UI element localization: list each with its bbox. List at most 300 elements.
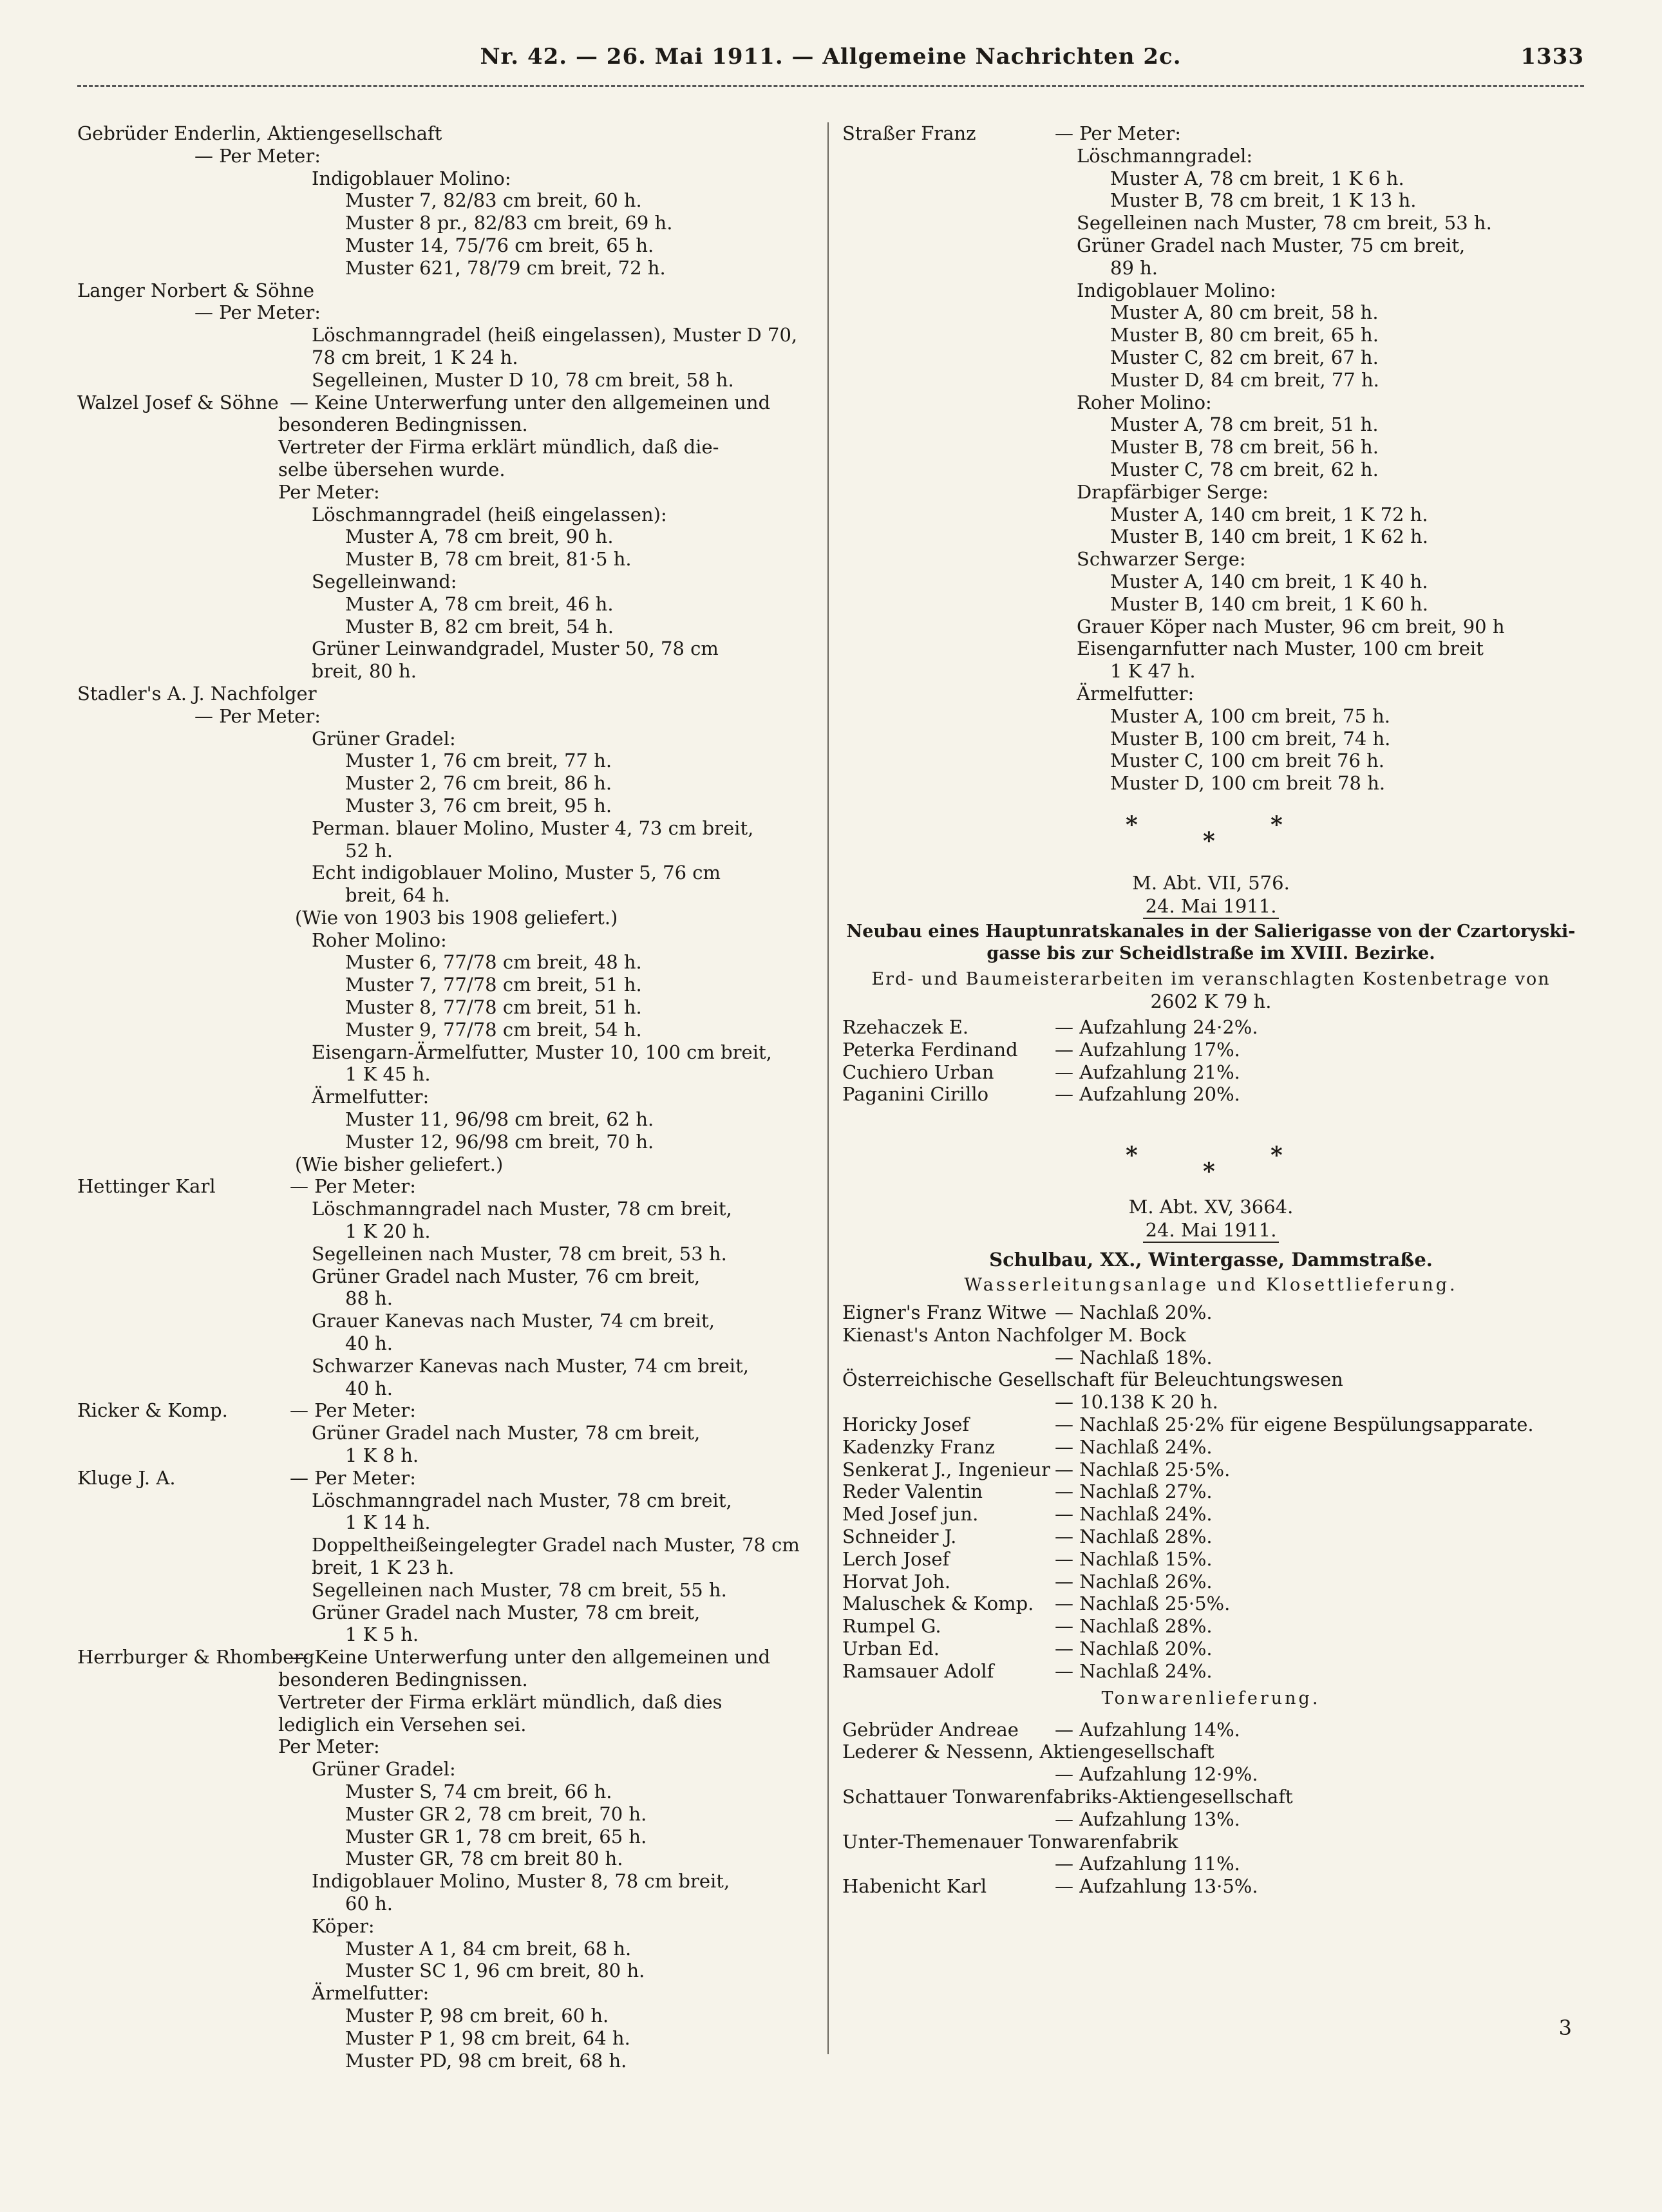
line-text: Muster A, 140 cm breit, 1 K 72 h. [1110, 503, 1428, 525]
entry-detail-line [77, 728, 815, 750]
entry-detail-line [77, 817, 815, 840]
line-text: Gebrüder Enderlin, Aktiengesellschaft [77, 122, 442, 144]
left-column [77, 122, 815, 2072]
line-text: Eisengarnfutter nach Muster, 100 cm breit [1077, 638, 1484, 660]
bid-entry [842, 1719, 1580, 1741]
line-text: 52 h. [345, 839, 393, 862]
bidder-name: Rumpel G. [842, 1615, 941, 1638]
section-date: 24. Mai 1911. [1143, 895, 1280, 919]
line-text: Roher Molino: [312, 929, 447, 951]
right-column [842, 122, 1580, 1898]
line-text: Perman. blauer Molino, Muster 4, 73 cm breit, [312, 817, 754, 839]
section-subtitle: Wasserleitungsanlage und Klosettlieferung. [964, 1275, 1458, 1296]
line-text: Muster PD, 98 cm breit, 68 h. [345, 2049, 627, 2072]
line-text: Stadler's A. J. Nachfolger [77, 682, 317, 704]
line-text: Muster 11, 96/98 cm breit, 62 h. [345, 1108, 654, 1131]
section-separator: * * * [1126, 1142, 1283, 1186]
entry-detail-line [77, 1623, 815, 1646]
entry-detail-line [77, 1265, 815, 1288]
section-title-line2: gasse bis zur Scheidlstraße im XVIII. Bezirke. [987, 943, 1435, 963]
bid-value: — Nachlaß 18%. [1055, 1346, 1213, 1368]
bid-list [842, 1301, 1580, 1683]
entry-detail-line [77, 660, 815, 683]
entry-detail-line [77, 1422, 815, 1444]
line-text: Muster D, 84 cm breit, 77 h. [1110, 368, 1379, 391]
line-text: breit, 64 h. [345, 884, 450, 907]
section-subtitle-line1: Erd- und Baumeisterarbeiten im veranschlagten Kostenbetrage von [871, 969, 1551, 989]
line-text: Herrburger & Rhomberg [77, 1646, 315, 1668]
entry-detail-line [77, 1870, 815, 1893]
entry-detail-line [77, 1243, 815, 1265]
line-text: Muster A, 78 cm breit, 51 h. [1110, 413, 1379, 436]
line-text-right: — Per Meter: [290, 1175, 416, 1198]
line-text: Muster A 1, 84 cm breit, 68 h. [345, 1937, 632, 1960]
line-text: Segelleinen nach Muster, 78 cm breit, 55 h. [312, 1578, 727, 1601]
line-text: Muster B, 82 cm breit, 54 h. [345, 615, 614, 638]
entry-detail-line [77, 1668, 815, 1691]
entry-name-line [77, 1646, 815, 1668]
entry-detail-line [77, 189, 815, 212]
bid-entry [842, 1615, 1580, 1638]
entry-detail-line [77, 1893, 815, 1915]
line-text: lediglich ein Versehen sei. [278, 1713, 527, 1735]
entry-detail-line [842, 458, 1580, 481]
line-text: Indigoblauer Molino, Muster 8, 78 cm breit, [312, 1870, 730, 1893]
entry-detail-line [77, 2050, 815, 2072]
bid-value: — Nachlaß 27%. [1055, 1480, 1213, 1503]
line-text: Grüner Gradel nach Muster, 78 cm breit, [312, 1422, 701, 1444]
entry-detail-line [77, 301, 815, 324]
bid-entry [842, 1368, 1580, 1391]
line-text-right: — Per Meter: [290, 1466, 416, 1489]
line-text: Segelleinen, Muster D 10, 78 cm breit, 58 h. [312, 368, 734, 391]
entry-detail-line [77, 840, 815, 862]
line-text: Köper: [312, 1914, 375, 1937]
bid-entry [842, 1301, 1580, 1324]
entry-detail-line [77, 1579, 815, 1602]
line-text: Löschmanngradel: [1077, 144, 1253, 167]
line-text: Indigoblauer Molino: [1077, 279, 1276, 301]
line-text: Muster GR, 78 cm breit 80 h. [345, 1848, 623, 1870]
line-text: breit, 1 K 23 h. [312, 1556, 455, 1578]
line-text: Eisengarn-Ärmelfutter, Muster 10, 100 cm breit, [312, 1041, 772, 1063]
entry-name-line [842, 122, 1580, 145]
section-ref: M. Abt. VII, 576. [1132, 871, 1290, 894]
line-text: Grüner Leinwandgradel, Muster 50, 78 cm [312, 638, 719, 660]
line-text: Muster A, 78 cm breit, 1 K 6 h. [1110, 167, 1404, 189]
line-text: Schwarzer Serge: [1077, 548, 1246, 571]
line-text: 40 h. [345, 1377, 393, 1399]
line-text-right: — Per Meter: [290, 1399, 416, 1422]
section-date: 24. Mai 1911. [1143, 1219, 1280, 1243]
entry-detail-line [842, 189, 1580, 212]
entry-detail-line [77, 1735, 815, 1758]
entry-detail-line [77, 1108, 815, 1131]
section-title-line1: Neubau eines Hauptunratskanales in der Salierigasse von der Czartoryski- [846, 921, 1576, 941]
bid-entry [842, 1016, 1580, 1039]
bid-entry [842, 1503, 1580, 1526]
line-text: Muster A, 140 cm breit, 1 K 40 h. [1110, 570, 1428, 592]
section-subtitle-b: Tonwarenlieferung. [1101, 1688, 1321, 1708]
line-text: Löschmanngradel nach Muster, 78 cm breit, [312, 1198, 732, 1220]
bid-value: — Aufzahlung 17%. [1055, 1038, 1240, 1061]
bid-value: — Nachlaß 24%. [1055, 1503, 1213, 1526]
entry-detail-line [77, 1310, 815, 1332]
bid-entry [842, 1763, 1580, 1786]
entry-detail-line [77, 1063, 815, 1086]
entry-detail-line [842, 571, 1580, 593]
line-text: Grüner Gradel nach Muster, 78 cm breit, [312, 1601, 701, 1623]
bidder-name: Eigner's Franz Witwe [842, 1301, 1047, 1324]
line-text: Muster 8, 77/78 cm breit, 51 h. [345, 996, 642, 1019]
line-text: besonderen Bedingnissen. [278, 413, 528, 436]
line-text: Per Meter: [278, 1735, 380, 1758]
line-text: 1 K 8 h. [345, 1444, 419, 1467]
line-text: Straßer Franz [842, 122, 976, 144]
entry-detail-line [77, 1982, 815, 2005]
line-text: Muster A, 100 cm breit, 75 h. [1110, 704, 1391, 727]
bid-value: — Aufzahlung 13%. [1055, 1808, 1240, 1830]
entry-detail-line [77, 481, 815, 504]
line-text: Muster A, 80 cm breit, 58 h. [1110, 301, 1379, 324]
line-text: Muster 6, 77/78 cm breit, 48 h. [345, 951, 642, 974]
line-text: Echt indigoblauer Molino, Muster 5, 76 cm [312, 862, 721, 884]
entry-detail-line [77, 458, 815, 481]
bidder-name: Paganini Cirillo [842, 1083, 989, 1106]
bid-entry [842, 1548, 1580, 1571]
entry-detail-line [77, 884, 815, 907]
line-text: Muster B, 78 cm breit, 1 K 13 h. [1110, 189, 1417, 212]
bid-value: — Nachlaß 20%. [1055, 1301, 1213, 1324]
bidder-name: Kienast's Anton Nachfolger M. Bock [842, 1323, 1186, 1346]
entry-detail-line [77, 1153, 815, 1176]
entry-detail-line [77, 1803, 815, 1826]
column-divider [827, 122, 829, 2054]
bidder-name: Ramsauer Adolf [842, 1659, 994, 1682]
line-text: 89 h. [1110, 256, 1158, 279]
entry-detail-line [77, 1131, 815, 1153]
bid-value: — Nachlaß 28%. [1055, 1615, 1213, 1638]
bidder-name: Schattauer Tonwarenfabriks-Aktiengesellschaft [842, 1786, 1293, 1808]
line-text: Löschmanngradel nach Muster, 78 cm breit, [312, 1489, 732, 1511]
line-text: Ärmelfutter: [312, 1982, 430, 2005]
line-text: Grauer Köper nach Muster, 96 cm breit, 90 h [1077, 615, 1505, 638]
entry-detail-line [77, 1489, 815, 1512]
entry-detail-line [77, 1198, 815, 1220]
section-ref: M. Abt. XV, 3664. [1128, 1196, 1294, 1218]
entry-detail-line [842, 504, 1580, 526]
bid-entry [842, 1436, 1580, 1459]
entry-detail-line [842, 212, 1580, 234]
entry-detail-line [77, 1960, 815, 1982]
page-header [77, 44, 1584, 82]
entry-detail-line [77, 996, 815, 1019]
bidder-name: Lederer & Nessenn, Aktiengesellschaft [842, 1741, 1214, 1763]
bid-entry [842, 1083, 1580, 1106]
entry-detail-line [77, 413, 815, 436]
entry-detail-line [842, 683, 1580, 705]
entry-detail-line [77, 1041, 815, 1064]
line-text: Muster 14, 75/76 cm breit, 65 h. [345, 234, 654, 256]
entry-detail-line [77, 1714, 815, 1736]
entry-detail-line [842, 548, 1580, 571]
line-text: Grüner Gradel nach Muster, 76 cm breit, [312, 1265, 701, 1287]
line-text: Muster B, 78 cm breit, 56 h. [1110, 436, 1379, 458]
line-text: Muster C, 82 cm breit, 67 h. [1110, 346, 1379, 368]
entry-detail-line [842, 324, 1580, 346]
entry-name-line [77, 122, 815, 145]
line-text: (Wie bisher geliefert.) [295, 1153, 504, 1175]
line-text: Muster 7, 77/78 cm breit, 51 h. [345, 974, 642, 996]
bid-value: — Aufzahlung 13·5%. [1055, 1875, 1258, 1898]
bid-value: — Aufzahlung 20%. [1055, 1083, 1240, 1106]
bidder-name: Schneider J. [842, 1526, 957, 1548]
line-text: Muster A, 78 cm breit, 46 h. [345, 592, 614, 615]
bidder-name: Maluschek & Komp. [842, 1593, 1034, 1615]
line-text: Muster 12, 96/98 cm breit, 70 h. [345, 1130, 654, 1153]
line-text: Muster 621, 78/79 cm breit, 72 h. [345, 256, 666, 279]
bidder-name: Horvat Joh. [842, 1570, 951, 1593]
line-text: 78 cm breit, 1 K 24 h. [312, 346, 518, 368]
entry-detail-line [77, 1556, 815, 1579]
entry-detail-line [77, 1220, 815, 1243]
entry-detail-line [77, 974, 815, 996]
line-text: Löschmanngradel (heiß eingelassen), Muster D 70, [312, 324, 798, 346]
bid-entry [842, 1347, 1580, 1369]
entry-detail-line [842, 481, 1580, 504]
bid-value: — Nachlaß 28%. [1055, 1526, 1213, 1548]
bid-entry [842, 1459, 1580, 1481]
line-text: Segelleinwand: [312, 570, 457, 592]
entry-detail-line [842, 392, 1580, 414]
bid-value: — Nachlaß 26%. [1055, 1570, 1213, 1593]
entry-detail-line [77, 1938, 815, 1960]
bid-value: — Aufzahlung 14%. [1055, 1718, 1240, 1741]
line-text: Muster A, 78 cm breit, 90 h. [345, 525, 614, 548]
line-text: 1 K 45 h. [345, 1063, 431, 1086]
bid-value: — Nachlaß 15%. [1055, 1547, 1213, 1570]
entry-detail-line [77, 369, 815, 392]
line-text: — Per Meter: [194, 144, 321, 167]
entry-detail-line [77, 2027, 815, 2050]
strasser-block [842, 122, 1580, 795]
entry-detail-line [842, 257, 1580, 279]
entry-detail-line [77, 145, 815, 167]
line-text: Segelleinen nach Muster, 78 cm breit, 53 h. [1077, 212, 1492, 234]
entry-detail-line [842, 279, 1580, 302]
bid-entry [842, 1526, 1580, 1548]
entry-detail-line [77, 346, 815, 369]
entry-name-line [77, 1467, 815, 1489]
entry-detail-line [77, 1826, 815, 1848]
entry-detail-line [842, 660, 1580, 683]
line-text: Schwarzer Kanevas nach Muster, 74 cm breit, [312, 1354, 749, 1377]
line-text: Muster B, 100 cm breit, 74 h. [1110, 727, 1391, 750]
entry-detail-line [77, 1511, 815, 1534]
line-text: Grauer Kanevas nach Muster, 74 cm breit, [312, 1310, 715, 1332]
section-subtitle-line2: 2602 K 79 h. [1150, 990, 1272, 1012]
bid-entry [842, 1413, 1580, 1436]
bid-entry [842, 1786, 1580, 1808]
bidder-name: Rzehaczek E. [842, 1016, 969, 1038]
bidder-name: Kadenzky Franz [842, 1435, 996, 1458]
entry-detail-line [77, 1848, 815, 1870]
entry-detail-line [77, 1287, 815, 1310]
bid-value: — Nachlaß 24%. [1055, 1659, 1213, 1682]
entry-detail-line [842, 167, 1580, 190]
entry-detail-line [842, 301, 1580, 324]
line-text: Muster B, 78 cm breit, 81·5 h. [345, 548, 632, 571]
line-text: Löschmanngradel (heiß eingelassen): [312, 503, 667, 525]
entry-detail-line [77, 1332, 815, 1355]
entry-detail-line [842, 638, 1580, 660]
entry-detail-line [77, 2005, 815, 2027]
line-text: Drapfärbiger Serge: [1077, 480, 1269, 503]
bid-entry [842, 1853, 1580, 1875]
bid-entry [842, 1741, 1580, 1763]
line-text: Muster P 1, 98 cm breit, 64 h. [345, 2027, 630, 2049]
section-separator: * * * [1126, 811, 1283, 855]
bidder-name: Unter-Themenauer Tonwarenfabrik [842, 1830, 1178, 1853]
entry-detail-line [77, 212, 815, 234]
line-text: Per Meter: [278, 480, 380, 503]
entry-detail-line [77, 1781, 815, 1803]
line-text: Hettinger Karl [77, 1175, 216, 1198]
bid-entry [842, 1593, 1580, 1615]
line-text: Muster 7, 82/83 cm breit, 60 h. [345, 189, 642, 212]
entry-detail-line [77, 951, 815, 974]
line-text: — Per Meter: [194, 704, 321, 727]
bid-list [842, 1719, 1580, 1898]
line-text: Roher Molino: [1077, 391, 1212, 413]
bid-value: — Nachlaß 25·5%. [1055, 1593, 1231, 1615]
entry-detail-line [842, 750, 1580, 772]
line-text: Grüner Gradel nach Muster, 75 cm breit, [1077, 234, 1466, 256]
line-text: Muster GR 1, 78 cm breit, 65 h. [345, 1825, 647, 1848]
line-text: Muster C, 100 cm breit 76 h. [1110, 750, 1385, 772]
line-text: selbe übersehen wurde. [278, 458, 505, 480]
bidder-name: Gebrüder Andreae [842, 1718, 1019, 1741]
entry-detail-line [842, 772, 1580, 795]
entry-detail-line [842, 705, 1580, 728]
entry-detail-line [842, 145, 1580, 167]
line-text: Muster 3, 76 cm breit, 95 h. [345, 794, 612, 817]
bid-value: — Nachlaß 25·5%. [1055, 1458, 1231, 1480]
entry-detail-line [842, 525, 1580, 548]
bid-entry [842, 1391, 1580, 1413]
bidder-name: Senkerat J., Ingenieur [842, 1458, 1051, 1480]
section-title: Schulbau, XX., Wintergasse, Dammstraße. [989, 1249, 1433, 1271]
bid-value: — Aufzahlung 24·2%. [1055, 1016, 1258, 1038]
line-text: Muster 1, 76 cm breit, 77 h. [345, 750, 612, 772]
line-text-right: — Keine Unterwerfung unter den allgemeinen und [290, 1646, 771, 1668]
entry-detail-line [842, 413, 1580, 436]
bidder-name: Österreichische Gesellschaft für Beleuchtungswesen [842, 1368, 1343, 1391]
entry-detail-line [77, 504, 815, 526]
bid-value: — Nachlaß 20%. [1055, 1638, 1213, 1660]
line-text: 1 K 47 h. [1110, 660, 1196, 683]
line-text: Vertreter der Firma erklärt mündlich, daß dies [278, 1690, 722, 1713]
line-text: Muster GR 2, 78 cm breit, 70 h. [345, 1802, 647, 1825]
bid-entry [842, 1660, 1580, 1683]
entry-detail-line [77, 1086, 815, 1108]
bid-value: — Aufzahlung 12·9%. [1055, 1763, 1258, 1786]
line-text: breit, 80 h. [312, 660, 417, 683]
bid-entry [842, 1324, 1580, 1347]
entry-detail-line [77, 1377, 815, 1400]
bidder-name: Peterka Ferdinand [842, 1038, 1018, 1061]
bid-value: — Aufzahlung 11%. [1055, 1853, 1240, 1875]
entry-detail-line [842, 616, 1580, 638]
bidder-name: Cuchiero Urban [842, 1061, 994, 1083]
entry-detail-line [842, 593, 1580, 616]
entry-detail-line [77, 795, 815, 817]
line-text: 88 h. [345, 1287, 393, 1310]
line-text: Indigoblauer Molino: [312, 167, 511, 189]
entry-detail-line [77, 571, 815, 593]
line-text: Grüner Gradel: [312, 727, 456, 750]
line-text: 1 K 20 h. [345, 1220, 431, 1243]
entry-detail-line [77, 1019, 815, 1041]
entry-detail-line [77, 750, 815, 772]
line-text: Muster B, 140 cm breit, 1 K 62 h. [1110, 525, 1428, 548]
bid-value: — Nachlaß 24%. [1055, 1435, 1213, 1458]
entry-detail-line [77, 907, 815, 929]
bid-entry [842, 1808, 1580, 1831]
entry-detail-line [77, 1758, 815, 1781]
line-text: 60 h. [345, 1892, 393, 1914]
entry-name-line [77, 1399, 815, 1422]
bid-entry [842, 1571, 1580, 1593]
line-text: — Per Meter: [194, 301, 321, 324]
line-text: Muster D, 100 cm breit 78 h. [1110, 772, 1386, 795]
entry-detail-line [77, 638, 815, 660]
entry-detail-line [77, 257, 815, 279]
line-text: Muster 2, 76 cm breit, 86 h. [345, 772, 612, 795]
entry-detail-line [77, 1691, 815, 1714]
bidder-name: Reder Valentin [842, 1480, 983, 1503]
entry-detail-line [77, 1534, 815, 1556]
line-text-right: — Keine Unterwerfung unter den allgemeinen und [290, 391, 771, 413]
entry-detail-line [77, 1355, 815, 1377]
entry-name-line [77, 1175, 815, 1198]
bidder-name: Urban Ed. [842, 1638, 940, 1660]
line-text: Muster B, 140 cm breit, 1 K 60 h. [1110, 592, 1428, 615]
entry-detail-line [77, 705, 815, 728]
footer-number: 3 [1558, 2016, 1572, 2040]
bid-value: — 10.138 K 20 h. [1055, 1391, 1218, 1413]
bid-entry [842, 1061, 1580, 1084]
entry-name-line [77, 683, 815, 705]
line-text: Muster C, 78 cm breit, 62 h. [1110, 458, 1379, 480]
page-number: 1333 [1520, 44, 1584, 70]
line-text: Segelleinen nach Muster, 78 cm breit, 53 h. [312, 1242, 727, 1265]
entry-detail-line [77, 234, 815, 257]
line-text: 1 K 14 h. [345, 1511, 431, 1534]
line-text: Ärmelfutter: [312, 1086, 430, 1108]
entry-name-line [77, 279, 815, 302]
section-abt-vii [842, 872, 1580, 1106]
line-text: 40 h. [345, 1332, 393, 1355]
line-text: Muster 8 pr., 82/83 cm breit, 69 h. [345, 212, 673, 234]
entry-detail-line [842, 436, 1580, 458]
line-text: Muster 9, 77/78 cm breit, 54 h. [345, 1018, 642, 1041]
line-text: Kluge J. A. [77, 1466, 176, 1489]
entry-detail-line [77, 436, 815, 458]
entry-detail-line [842, 346, 1580, 369]
line-text: Langer Norbert & Söhne [77, 279, 315, 301]
line-text: Muster SC 1, 96 cm breit, 80 h. [345, 1960, 645, 1982]
